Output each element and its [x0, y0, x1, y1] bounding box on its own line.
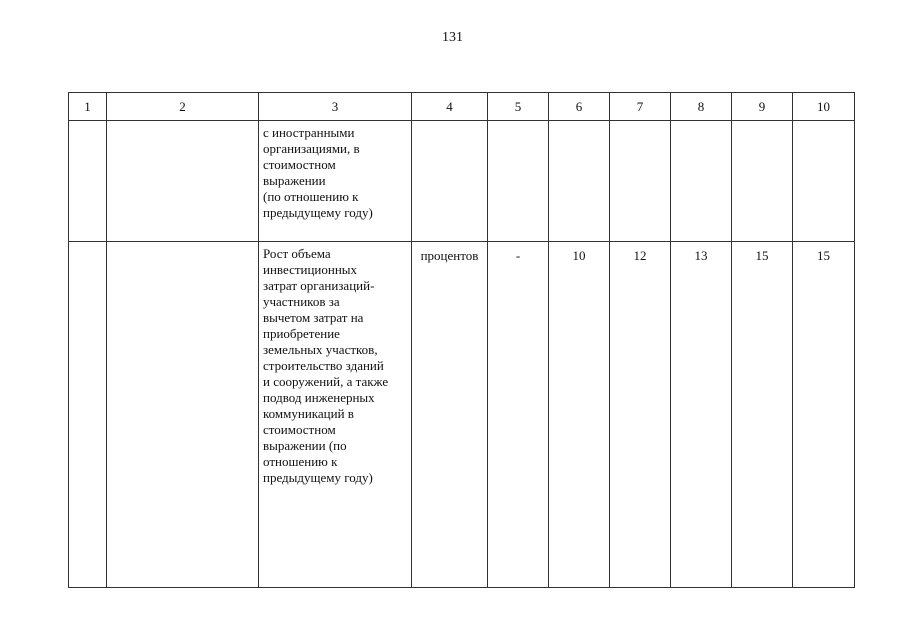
table-cell [69, 121, 107, 242]
table-cell [107, 242, 259, 588]
header-cell: 7 [610, 93, 671, 121]
value-cell [549, 121, 610, 242]
unit-cell [412, 121, 488, 242]
table-cell [107, 121, 259, 242]
value-cell [488, 121, 549, 242]
indicator-cell: Рост объема инвестиционных затрат организаций- участников за вычетом затрат на приобретение земельных участков, строительство зданий и сооружений, а также подвод инженерных коммуникаций в стоимостном выражении (по отношению к предыдущему году) [259, 242, 412, 588]
header-cell: 10 [793, 93, 855, 121]
value-cell: 15 [793, 242, 855, 588]
unit-cell: процентов [412, 242, 488, 588]
header-cell: 6 [549, 93, 610, 121]
header-cell: 5 [488, 93, 549, 121]
header-cell: 2 [107, 93, 259, 121]
indicators-table [68, 92, 855, 588]
header-cell: 1 [69, 93, 107, 121]
table-row [69, 242, 855, 588]
value-cell [793, 121, 855, 242]
table-row [69, 121, 855, 242]
value-cell: - [488, 242, 549, 588]
value-cell [671, 121, 732, 242]
value-cell: 12 [610, 242, 671, 588]
table-header-row [69, 93, 855, 121]
value-cell [610, 121, 671, 242]
value-cell: 15 [732, 242, 793, 588]
page-number: 131 [442, 30, 463, 45]
value-cell: 13 [671, 242, 732, 588]
indicator-cell: с иностранными организациями, в стоимостном выражении (по отношению к предыдущему году) [259, 121, 412, 242]
header-cell: 4 [412, 93, 488, 121]
value-cell [732, 121, 793, 242]
header-cell: 9 [732, 93, 793, 121]
value-cell: 10 [549, 242, 610, 588]
header-cell: 3 [259, 93, 412, 121]
header-cell: 8 [671, 93, 732, 121]
table-cell [69, 242, 107, 588]
